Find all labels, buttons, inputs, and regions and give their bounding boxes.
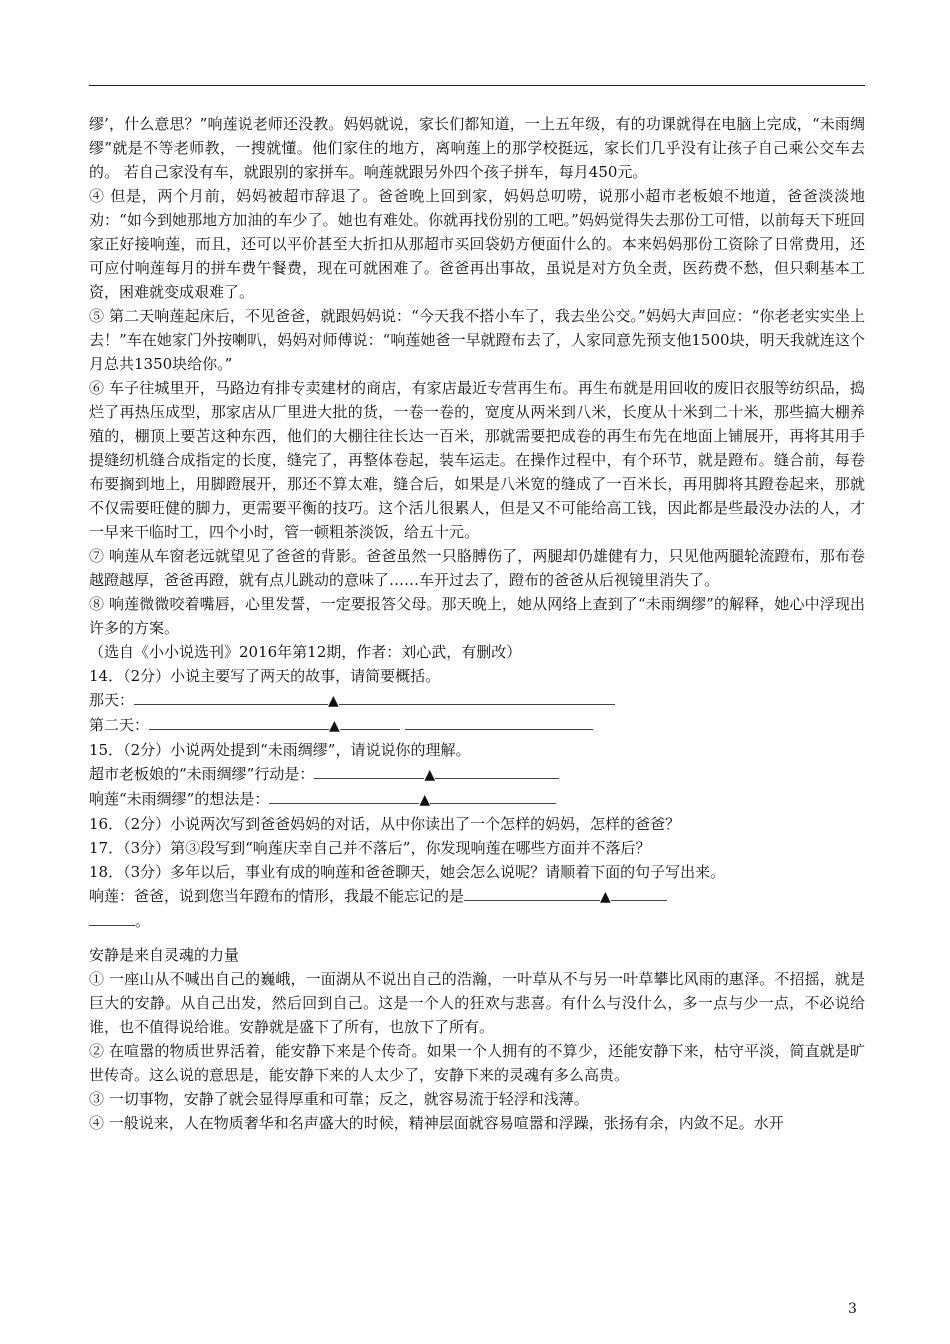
answer-marker: ▲ [600,889,611,905]
answer-blank[interactable] [339,689,615,705]
essay-title: 安静是来自灵魂的力量 [89,946,240,964]
source-citation: （选自《小小说选刊》2016年第12期，作者：刘心武，有删改） [89,643,522,661]
essay-paragraph-2: ② 在喧嚣的物质世界活着，能安静下来是个传奇。如果一个人拥有的不算少，还能安静下来，枯守平淡，简直就是旷世传奇。这么说的意思是，能安静下来的人太少了，安静下来的灵魂有多么高贵。 [89,1042,865,1084]
question-18: 18．（3分）多年以后，事业有成的响莲和爸爸聊天，她会怎么说呢？请顺着下面的句子写出来。 [89,863,726,881]
answer-blank[interactable] [435,763,559,779]
q14-line-2 [89,713,865,738]
question-16: 16．（2分）小说两次写到爸爸妈妈的对话，从中你读出了一个怎样的妈妈，怎样的爸爸？ [89,815,681,833]
paragraph-7: ⑦ 响莲从车窗老远就望见了爸爸的背影。爸爸虽然一只胳膊伤了，两腿却仍雄健有力，只见他两腿轮流蹬布，那布卷越蹬越厚，爸爸再蹬，就有点儿跳动的意味了……车开过去了，蹬布的爸爸从后视镜里消失了。 [89,547,865,589]
question-14: 14．（2分）小说主要写了两天的故事，请简要概括。 [89,667,441,685]
q15-label-1: 超市老板娘的“未雨绸缪”行动是： [89,765,315,783]
q15-line-1 [89,762,865,787]
answer-blank[interactable] [611,885,667,901]
header-rule [89,85,865,86]
answer-marker: ▲ [328,693,339,709]
answer-blank[interactable] [314,763,424,779]
q18-line [89,884,865,909]
paragraph-6: ⑥ 车子往城里开，马路边有排专卖建材的商店，有家店最近专营再生布。再生布就是用回收的废旧衣服等纺织品，捣烂了再热压成型，那家店从厂里进大批的货，一卷一卷的，宽度从两米到八米，长度从十米到二十米，那些搞大棚养殖的，棚顶上要苫这种东西，他们的大棚往往长达一百米，那就需要把成卷的再生布先在地面上铺展开，再将其用手提缝纫机缝合成指定的长度，缝完了，再整体卷起，装车运走。在操作过程中，有个环节，就是蹬布。缝合前，每卷布要搁到地上，用脚蹬展开，那还不算太难，缝合后，如果是八米宽的缝成了一百米长，再用脚将其蹬卷起来，那就不仅需要旺健的脚力，更需要平衡的技巧。这个活儿很累人，但是又不可能给高工钱，因此都是些最没办法的人，才一早来干临时工，四个小时，管一顿粗茶淡饭，给五十元。 [89,379,865,541]
answer-marker: ▲ [329,718,340,734]
question-15: 15．（2分）小说两处提到“未雨绸缪”，请说说你的理解。 [89,741,471,759]
answer-blank[interactable] [149,714,329,730]
essay-paragraph-1: ① 一座山从不喊出自己的巍峨，一面湖从不说出自己的浩瀚，一叶草从不与另一叶草攀比风雨的惠泽。不招摇，就是巨大的安静。从自己出发，然后回到自己。这是一个人的狂欢与悲喜。有什么与没什么，多一点与少一点，不必说给谁，也不值得说给谁。安静就是盛下了所有，也放下了所有。 [89,970,865,1036]
essay-paragraph-4: ④ 一般说来，人在物质奢华和名声盛大的时候，精神层面就容易喧嚣和浮躁，张扬有余，内敛不足。水开 [89,1114,784,1132]
paragraph-4: ④ 但是，两个月前，妈妈被超市辞退了。爸爸晚上回到家，妈妈总叨唠，说那小超市老板娘不地道，爸爸淡淡地劝：“如今到她那地方加油的车少了。她也有难处。你就再找份别的工吧。”妈妈觉得失去那份工可惜，以前每天下班回家正好接响莲，而且，还可以平价甚至大折扣从那超市买回袋奶方便面什么的。本来妈妈那份工资除了日常费用，还可应付响莲每月的拼车费午餐费，现在可就困难了。爸爸再出事故，虽说是对方负全责，医药费不愁，但只剩基本工资，困难就变成艰难了。 [89,187,865,301]
answer-blank[interactable] [464,885,600,901]
document-body [89,112,865,1135]
q15-line-2 [89,787,865,812]
answer-blank[interactable] [134,689,328,705]
q14-label-2: 第二天： [89,716,150,734]
answer-marker: ▲ [419,792,431,808]
answer-blank[interactable] [430,788,556,804]
q14-label-1: 那天： [89,691,135,709]
q18-end: 。 [135,912,151,930]
answer-blank[interactable] [405,714,593,730]
paragraph-5: ⑤ 第二天响莲起床后，不见爸爸，就跟妈妈说：“今天我不搭小车了，我去坐公交。”妈妈大声回应：“你老老实实坐上去！”车在她家门外按喇叭，妈妈对师傅说：“响莲她爸一早就蹬布去了，人家同意先预支他1500块，明天我就连这个月总共1350块给你。” [89,307,865,373]
q18-line-2 [89,909,865,933]
question-17: 17．（3分）第③段写到“响莲庆幸自己并不落后”，你发现响莲在哪些方面并不落后？ [89,839,651,857]
q18-prompt: 响莲：爸爸，说到您当年蹬布的情形，我最不能忘记的是 [89,887,465,905]
page-number: 3 [848,1301,857,1317]
paragraph-8: ⑧ 响莲微微咬着嘴唇，心里发誓，一定要报答父母。那天晚上，她从网络上查到了“未雨绸缪”的解释，她心中浮现出许多的方案。 [89,595,865,637]
paragraph-3-cont: 缪’，什么意思？”响莲说老师还没教。妈妈就说，家长们都知道，一上五年级，有的功课就得在电脑上完成，“未雨绸缪”就是不等老师教，一搜就懂。他们家住的地方，离响莲上的那学校挺远，家长们几乎没有让孩子自己乘公交车去的。 若自己家没有车，就跟别的家拼车。响莲就跟另外四个孩子拼车，每月450元。 [89,115,865,181]
answer-blank[interactable] [340,714,400,730]
essay-paragraph-3: ③ 一切事物，安静了就会显得厚重和可靠；反之，就容易流于轻浮和浅薄。 [89,1090,589,1108]
q14-line-1 [89,688,865,713]
answer-blank[interactable] [89,910,135,926]
q15-label-2: 响莲“未雨绸缪”的想法是： [89,790,270,808]
answer-blank[interactable] [269,788,419,804]
answer-marker: ▲ [424,767,436,783]
